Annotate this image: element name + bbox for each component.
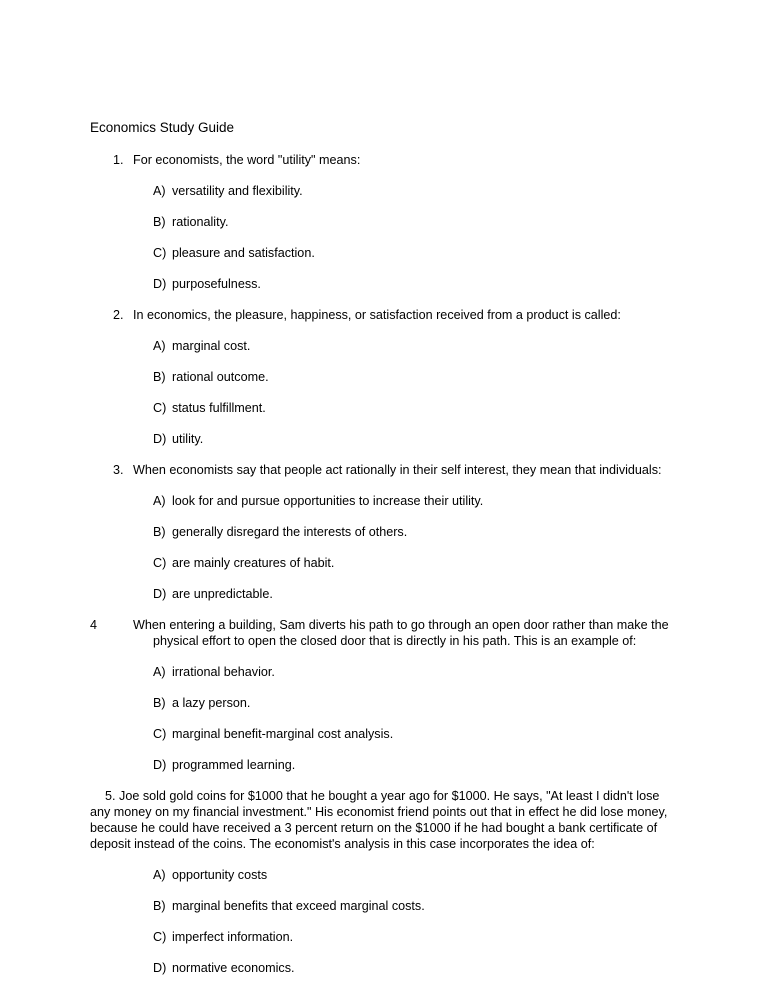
option-text: imperfect information.: [172, 930, 294, 944]
answer-option: [153, 369, 680, 385]
option-letter: B): [153, 215, 166, 229]
question-5: [90, 788, 680, 852]
option-text: a lazy person.: [172, 696, 251, 710]
answer-option: [153, 214, 680, 230]
question-number: 3.: [113, 463, 124, 477]
option-letter: B): [153, 370, 166, 384]
answer-option: [153, 898, 680, 914]
option-text: rationality.: [172, 215, 229, 229]
question-number: 5.: [105, 789, 116, 803]
option-letter: D): [153, 961, 167, 975]
answer-option: [153, 524, 680, 540]
option-text: are mainly creatures of habit.: [172, 556, 335, 570]
answer-option: [153, 929, 680, 945]
question-number: 1.: [113, 153, 124, 167]
option-text: status fulfillment.: [172, 401, 266, 415]
option-letter: B): [153, 525, 166, 539]
option-text: opportunity costs: [172, 868, 268, 882]
option-letter: A): [153, 184, 166, 198]
option-text: look for and pursue opportunities to increase their utility.: [172, 494, 484, 508]
question-4: [90, 617, 680, 649]
answer-option: [153, 245, 680, 261]
option-text: programmed learning.: [172, 758, 296, 772]
option-text: are unpredictable.: [172, 587, 273, 601]
question-text: Joe sold gold coins for $1000 that he bought a year ago for $1000. He says, "At least I didn't lose any money on my financial investment." His economist friend points out that in effect he did lose money, because he could have received a 3 percent return on the $1000 if he had bought a bank certificate of deposit instead of the coins. The economist's analysis in this case incorporates the idea of:: [90, 789, 668, 851]
option-letter: B): [153, 899, 166, 913]
question-text: For economists, the word "utility" means:: [133, 153, 361, 167]
option-letter: A): [153, 665, 166, 679]
option-letter: A): [153, 868, 166, 882]
answer-option: [153, 338, 680, 354]
option-text: irrational behavior.: [172, 665, 275, 679]
question-number: 4: [90, 618, 98, 632]
option-letter: B): [153, 696, 166, 710]
answer-option: [153, 726, 680, 742]
option-letter: D): [153, 587, 167, 601]
answer-option: [153, 695, 680, 711]
answer-option: [153, 276, 680, 292]
option-text: marginal benefits that exceed marginal costs.: [172, 899, 425, 913]
answer-option: [153, 960, 680, 976]
answer-option: [153, 555, 680, 571]
option-text: utility.: [172, 432, 204, 446]
question-text: When entering a building, Sam diverts his path to go through an open door rather than make the physical effort to open the closed door that is directly in his path. This is an example of:: [133, 618, 669, 648]
option-letter: A): [153, 339, 166, 353]
option-text: pleasure and satisfaction.: [172, 246, 315, 260]
option-text: generally disregard the interests of others.: [172, 525, 408, 539]
answer-option: [153, 664, 680, 680]
document-content: [90, 120, 680, 991]
answer-option: [153, 757, 680, 773]
option-text: rational outcome.: [172, 370, 269, 384]
answer-option: [153, 493, 680, 509]
answer-option: [153, 431, 680, 447]
answer-option: [153, 400, 680, 416]
option-text: purposefulness.: [172, 277, 261, 291]
question-3: [113, 462, 680, 478]
option-text: versatility and flexibility.: [172, 184, 303, 198]
answer-option: [153, 867, 680, 883]
question-number: 2.: [113, 308, 124, 322]
option-letter: D): [153, 758, 167, 772]
question-text: When economists say that people act rationally in their self interest, they mean that individuals:: [133, 463, 662, 477]
document-title: Economics Study Guide: [90, 120, 235, 135]
option-text: marginal benefit-marginal cost analysis.: [172, 727, 394, 741]
option-letter: C): [153, 727, 167, 741]
option-letter: A): [153, 494, 166, 508]
question-text: In economics, the pleasure, happiness, or satisfaction received from a product is called:: [133, 308, 621, 322]
option-letter: D): [153, 432, 167, 446]
option-text: marginal cost.: [172, 339, 251, 353]
option-text: normative economics.: [172, 961, 295, 975]
option-letter: C): [153, 930, 167, 944]
question-1: [113, 152, 680, 168]
option-letter: C): [153, 556, 167, 570]
answer-option: [153, 183, 680, 199]
option-letter: D): [153, 277, 167, 291]
question-2: [113, 307, 680, 323]
option-letter: C): [153, 401, 167, 415]
option-letter: C): [153, 246, 167, 260]
answer-option: [153, 586, 680, 602]
